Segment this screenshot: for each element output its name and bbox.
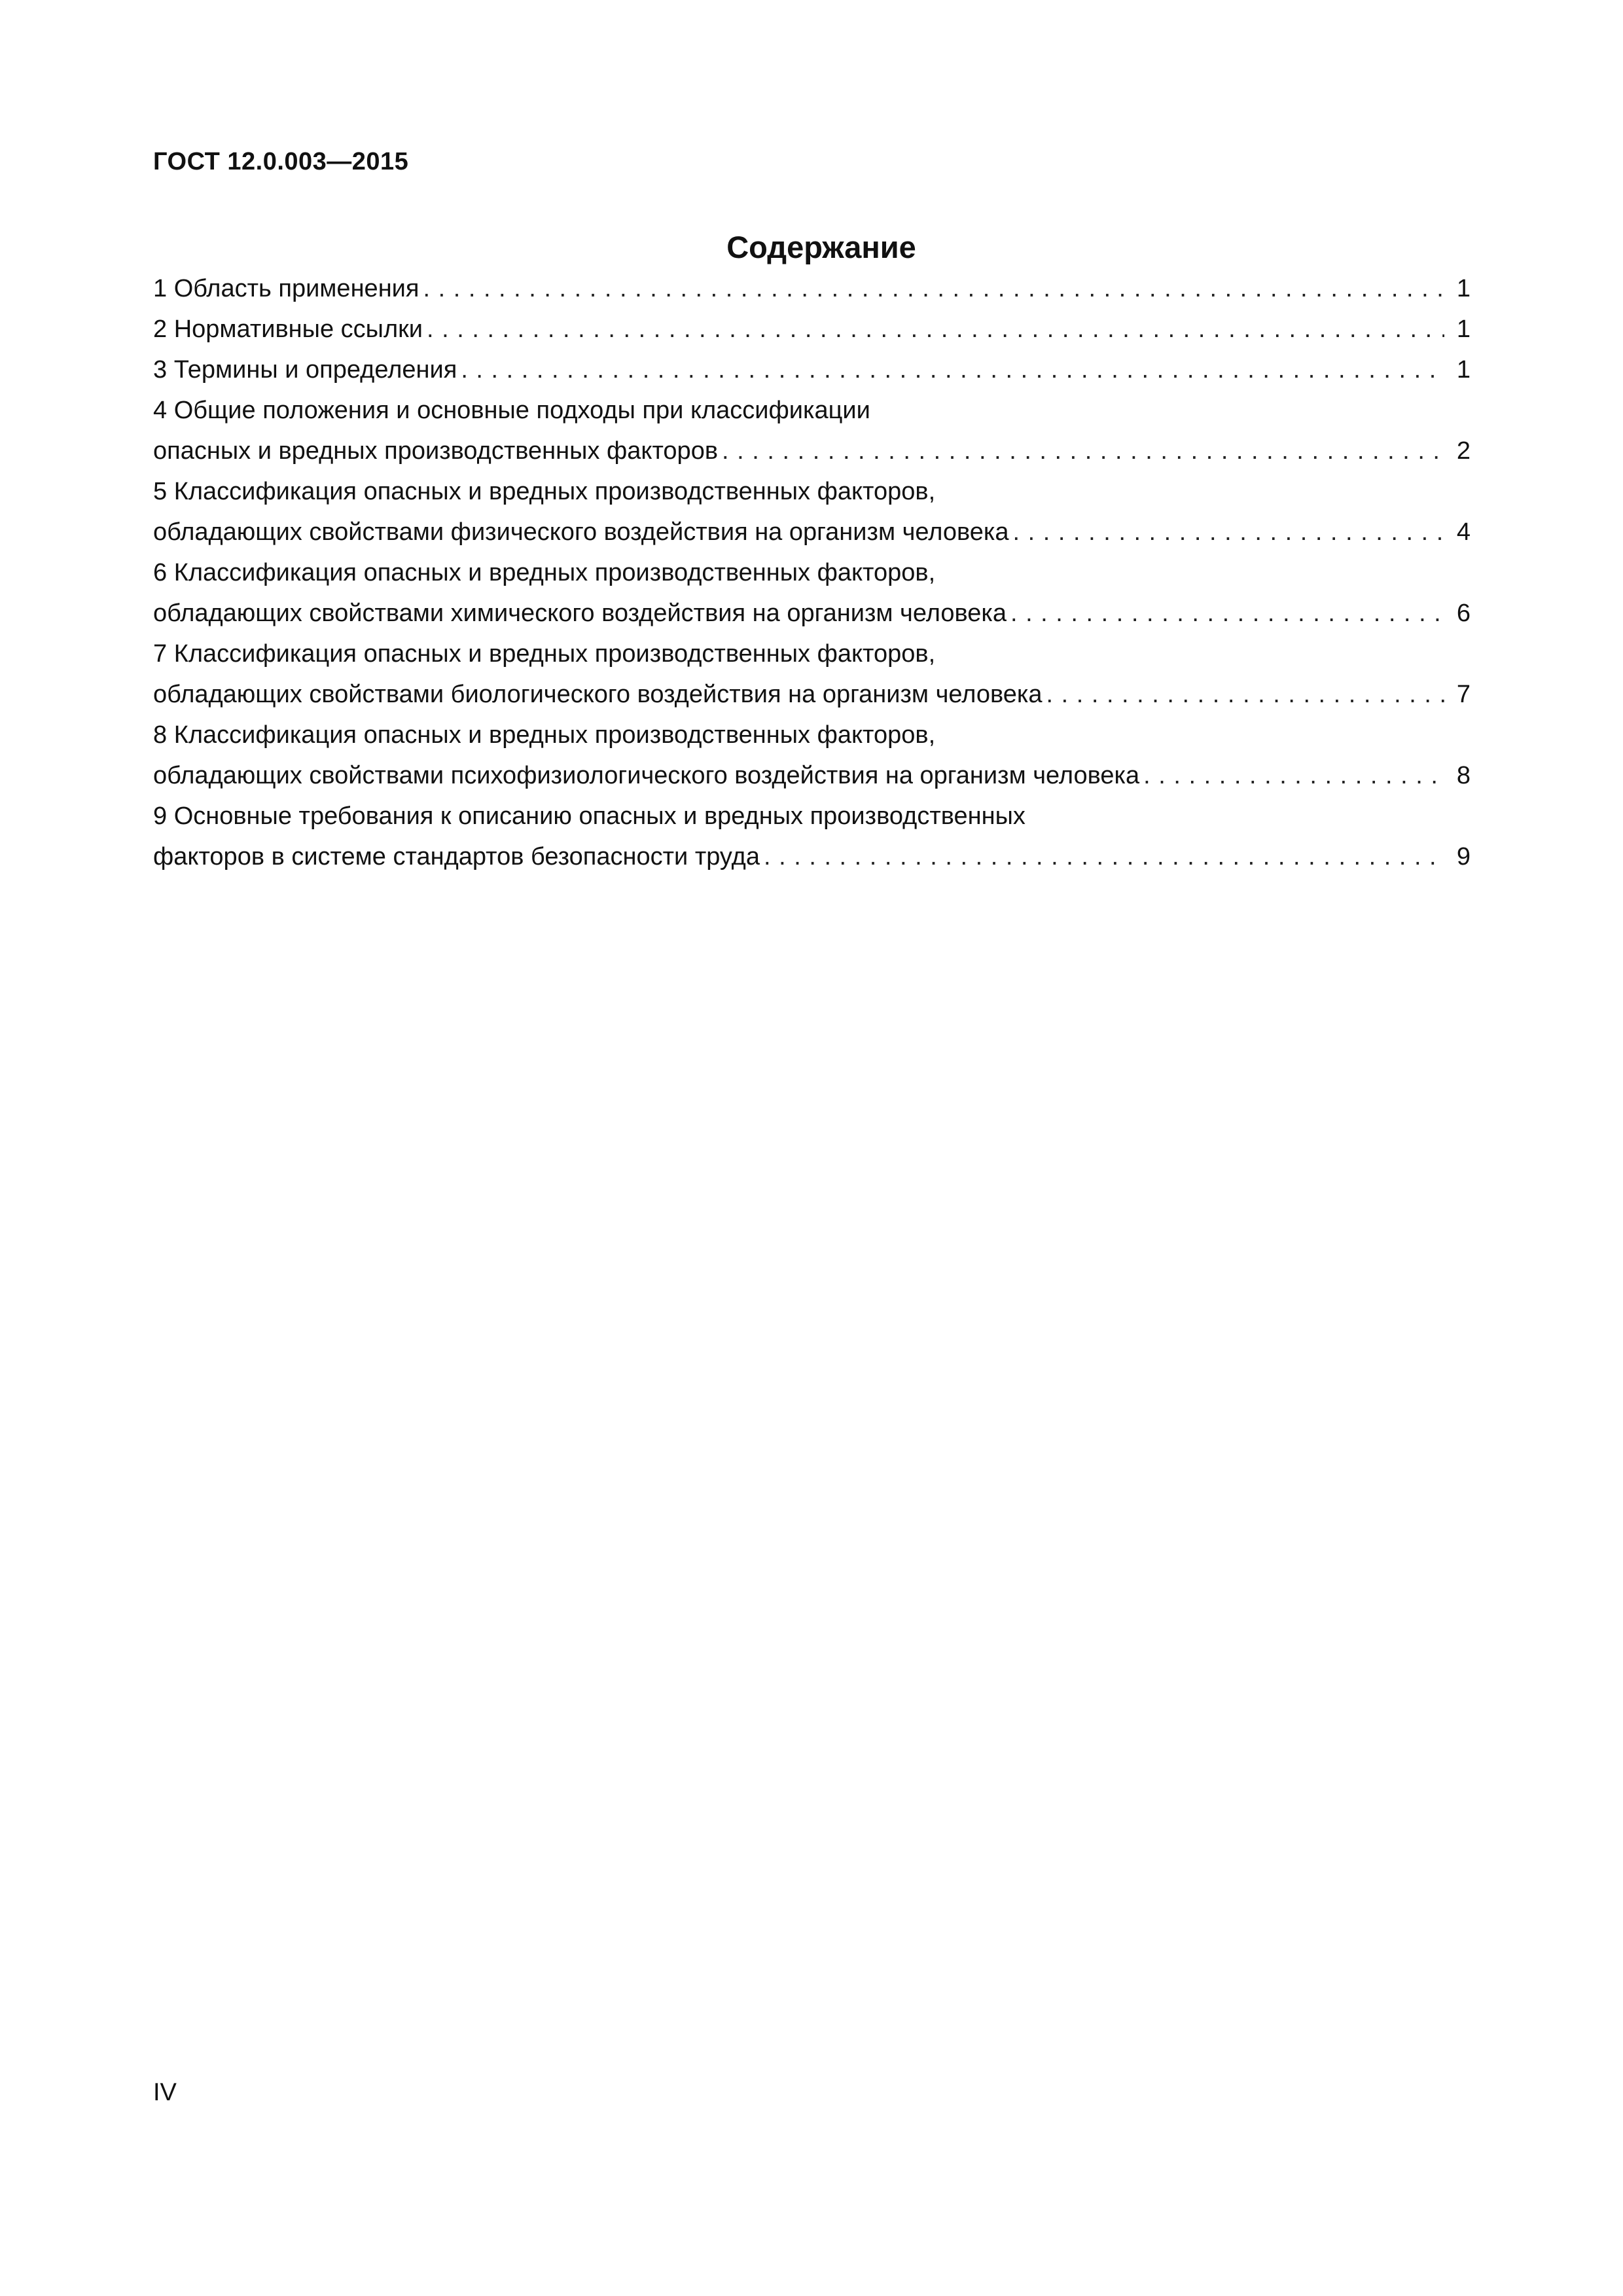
toc-page-number: 9 xyxy=(1456,843,1471,870)
toc-row xyxy=(153,593,1471,634)
toc-title xyxy=(0,229,1623,265)
toc-row xyxy=(153,512,1471,552)
toc-row xyxy=(153,309,1471,350)
dot-leader xyxy=(1009,512,1444,552)
dot-leader xyxy=(1007,593,1444,634)
toc-entry[interactable] xyxy=(153,552,1471,634)
dot-leader xyxy=(718,431,1444,471)
toc-entry[interactable] xyxy=(153,634,1471,715)
toc-row xyxy=(153,755,1471,796)
toc-entry-text: 5 Классификация опасных и вредных производственных факторов, xyxy=(153,478,936,505)
toc-row xyxy=(153,836,1471,877)
toc-entry-text: факторов в системе стандартов безопасности труда xyxy=(153,843,760,870)
toc-entry-text: обладающих свойствами химического воздействия на организм человека xyxy=(153,600,1007,627)
toc-entry-text: 6 Классификация опасных и вредных производственных факторов, xyxy=(153,559,936,586)
page-number: IV xyxy=(153,2079,177,2106)
toc-entry-text: 8 Классификация опасных и вредных производственных факторов, xyxy=(153,721,936,749)
toc-row xyxy=(153,431,1471,471)
toc-row xyxy=(153,350,1471,390)
toc-entry-text: обладающих свойствами физического воздействия на организм человека xyxy=(153,518,1009,546)
toc-page-number: 4 xyxy=(1456,518,1471,546)
toc-page-number: 1 xyxy=(1456,275,1471,302)
table-of-contents xyxy=(153,268,1471,877)
toc-entry-text: 4 Общие положения и основные подходы при классификации xyxy=(153,397,870,424)
toc-entry[interactable] xyxy=(153,471,1471,552)
toc-page-number: 7 xyxy=(1456,681,1471,708)
toc-entry-text: 3 Термины и определения xyxy=(153,356,457,384)
toc-page-number: 6 xyxy=(1456,600,1471,627)
toc-row xyxy=(153,268,1471,309)
toc-page-number: 8 xyxy=(1456,762,1471,789)
toc-entry-text: 1 Область применения xyxy=(153,275,419,302)
toc-entry-text: 9 Основные требования к описанию опасных и вредных производственных xyxy=(153,802,1026,830)
dot-leader xyxy=(760,836,1444,877)
toc-entry-text: обладающих свойствами психофизиологического воздействия на организм человека xyxy=(153,762,1140,789)
dot-leader xyxy=(1042,674,1444,715)
toc-entry-text: 2 Нормативные ссылки xyxy=(153,315,423,343)
toc-entry[interactable] xyxy=(153,309,1471,350)
toc-entry[interactable] xyxy=(153,268,1471,309)
dot-leader xyxy=(419,268,1444,309)
dot-leader xyxy=(457,350,1444,390)
toc-row xyxy=(153,674,1471,715)
toc-entry[interactable] xyxy=(153,350,1471,390)
dot-leader xyxy=(1139,755,1444,796)
document-code: ГОСТ 12.0.003—2015 xyxy=(153,148,409,175)
toc-entry[interactable] xyxy=(153,390,1471,471)
toc-entry[interactable] xyxy=(153,715,1471,796)
toc-entry-text: опасных и вредных производственных факторов xyxy=(153,437,719,465)
toc-page-number: 1 xyxy=(1456,356,1471,384)
dot-leader xyxy=(423,309,1444,350)
toc-title-text: Содержание xyxy=(726,230,916,264)
toc-entry-text: обладающих свойствами биологического воздействия на организм человека xyxy=(153,681,1043,708)
toc-entry-text: 7 Классификация опасных и вредных производственных факторов, xyxy=(153,640,936,668)
toc-entry[interactable] xyxy=(153,796,1471,877)
toc-page-number: 2 xyxy=(1456,437,1471,465)
toc-page-number: 1 xyxy=(1456,315,1471,343)
